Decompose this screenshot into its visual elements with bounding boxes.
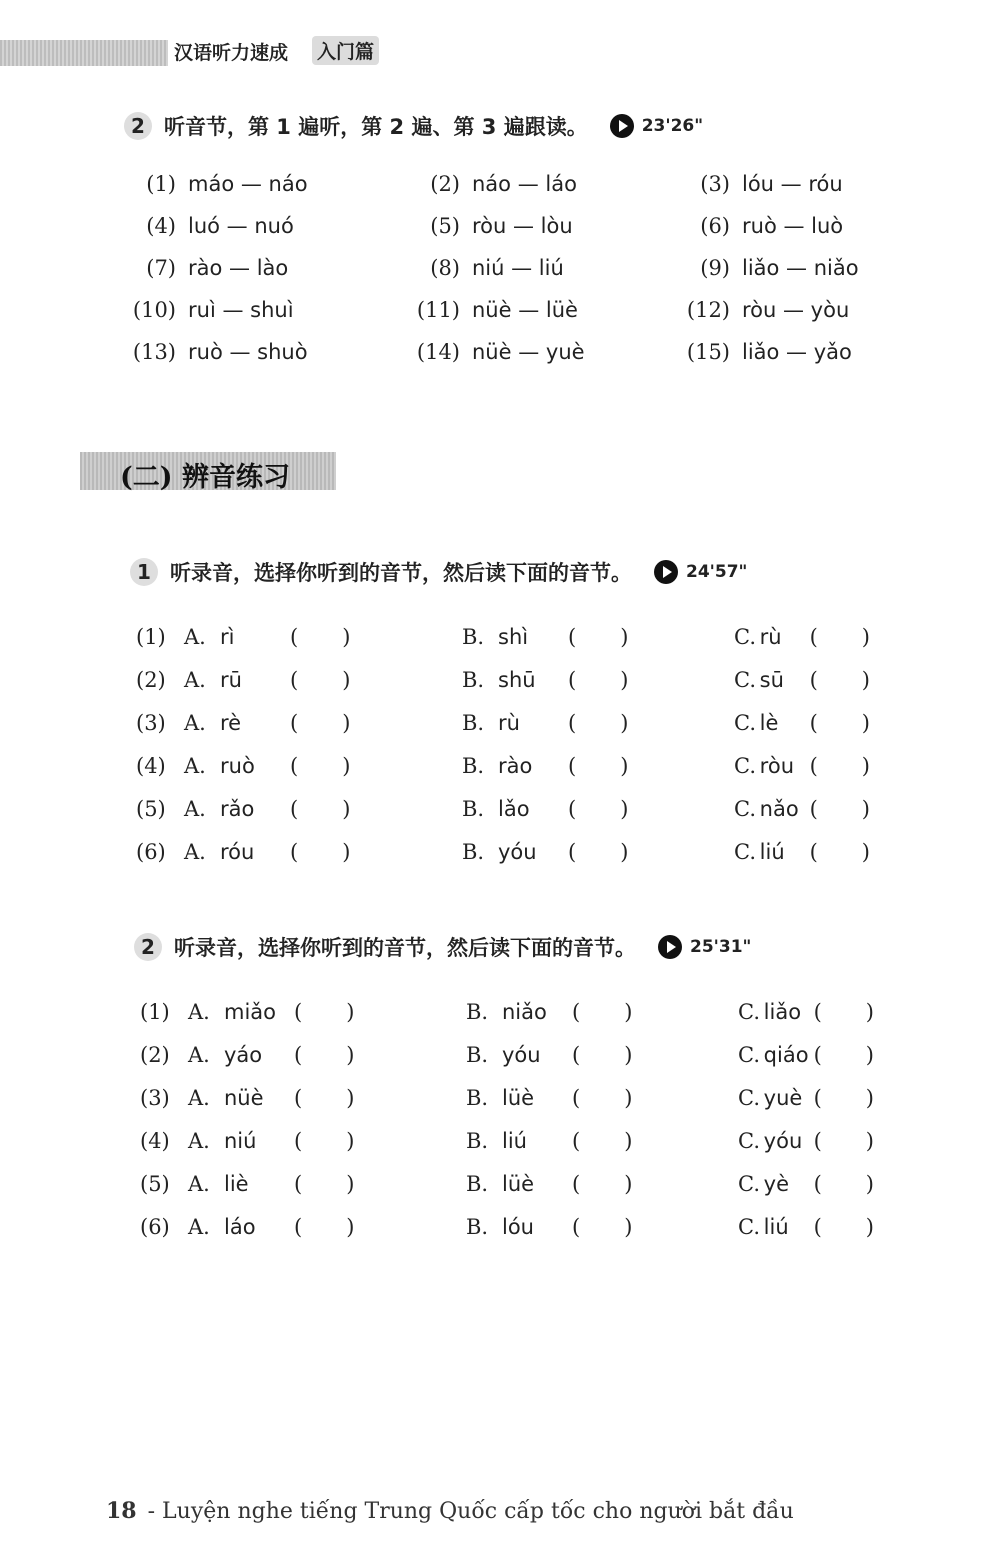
choice-option-a	[140, 1172, 466, 1201]
item-number: (10)	[132, 298, 176, 322]
item-number: (1)	[136, 625, 166, 649]
option-letter: A.	[188, 1215, 210, 1239]
syllable-pair	[118, 214, 402, 243]
option-syllable: rù	[498, 711, 520, 735]
audio-time: 23'26"	[641, 116, 704, 136]
answer-blank[interactable]: ()	[809, 625, 914, 649]
choice-option-b	[466, 1000, 738, 1029]
option-syllable: rào	[498, 754, 533, 778]
choice-option-b	[466, 1129, 738, 1158]
answer-blank[interactable]: ()	[568, 840, 673, 864]
option-syllable: sū	[759, 668, 784, 692]
choice-option-a	[136, 840, 462, 869]
option-letter: A.	[188, 1172, 210, 1196]
answer-blank[interactable]: ()	[813, 1172, 918, 1196]
option-letter: B.	[462, 668, 485, 692]
syllable-pair	[672, 214, 878, 243]
choice-option-c	[738, 1129, 918, 1158]
choice-option-b	[466, 1172, 738, 1201]
answer-blank[interactable]: ()	[294, 1129, 399, 1153]
option-letter: C.	[738, 1086, 760, 1110]
option-letter: B.	[462, 625, 485, 649]
answer-blank[interactable]: ()	[809, 668, 914, 692]
item-number: (1)	[146, 172, 176, 196]
item-number: (15)	[686, 340, 730, 364]
answer-blank[interactable]: ()	[813, 1043, 918, 1067]
syllable-pair	[402, 172, 672, 201]
option-syllable: liè	[224, 1172, 249, 1196]
choice-option-a	[136, 711, 462, 740]
option-letter: C.	[738, 1215, 760, 1239]
syllable-pair	[402, 340, 672, 369]
syllable-pair-text: ruò — luò	[742, 214, 844, 238]
choice-option-a	[136, 625, 462, 654]
choice-option-c	[738, 1000, 918, 1029]
option-syllable: yóu	[502, 1043, 541, 1067]
answer-blank[interactable]: ()	[568, 754, 673, 778]
option-syllable: shū	[498, 668, 536, 692]
item-number: (3)	[140, 1086, 170, 1110]
option-letter: A.	[184, 625, 206, 649]
answer-blank[interactable]: ()	[568, 797, 673, 821]
item-number: (8)	[430, 256, 460, 280]
answer-blank[interactable]: ()	[290, 797, 395, 821]
option-syllable: rè	[220, 711, 242, 735]
choice-option-c	[734, 754, 914, 783]
play-icon	[654, 560, 678, 584]
exercise-instruction: 听录音，选择你听到的音节，然后读下面的音节。	[174, 936, 636, 960]
exercise-number: 1	[130, 558, 158, 586]
book-title: 汉语听力速成	[174, 42, 289, 64]
syllable-pair	[672, 340, 878, 369]
option-syllable: rù	[759, 625, 782, 649]
choice-option-b	[462, 754, 734, 783]
answer-blank[interactable]: ()	[572, 1129, 677, 1153]
answer-blank[interactable]: ()	[294, 1043, 399, 1067]
option-syllable: qiáo	[763, 1043, 809, 1067]
option-letter: C.	[734, 797, 756, 821]
item-number: (5)	[430, 214, 460, 238]
answer-blank[interactable]: ()	[813, 1215, 918, 1239]
exercise-number: 2	[134, 933, 162, 961]
choice-option-a	[136, 754, 462, 783]
answer-blank[interactable]: ()	[809, 754, 914, 778]
choice-option-c	[738, 1086, 918, 1115]
syllable-pair-text: ròu — lòu	[472, 214, 573, 238]
option-syllable: yuè	[763, 1086, 803, 1110]
footer-text: - Luyện nghe tiếng Trung Quốc cấp tốc cho người bắt đầu	[147, 1499, 794, 1524]
option-syllable: lǎo	[498, 797, 530, 821]
syllable-pair-text: luó — nuó	[188, 214, 294, 238]
choice-grid-c	[140, 1000, 918, 1244]
choice-option-c	[734, 625, 914, 654]
item-number: (13)	[132, 340, 176, 364]
choice-option-b	[466, 1043, 738, 1072]
option-syllable: niú	[224, 1129, 257, 1153]
option-syllable: lüè	[502, 1172, 535, 1196]
answer-blank[interactable]: ()	[290, 840, 395, 864]
book-subtitle: 入门篇	[312, 36, 379, 65]
choice-option-b	[466, 1215, 738, 1244]
page-footer	[106, 1498, 794, 1524]
item-number: (4)	[146, 214, 176, 238]
option-syllable: rǎo	[220, 797, 255, 821]
answer-blank[interactable]: ()	[294, 1086, 399, 1110]
choice-option-b	[462, 840, 734, 869]
item-number: (3)	[700, 172, 730, 196]
option-letter: A.	[188, 1086, 210, 1110]
choice-option-c	[734, 840, 914, 869]
audio-marker	[654, 560, 747, 584]
option-letter: B.	[466, 1043, 489, 1067]
option-letter: A.	[184, 754, 206, 778]
answer-blank[interactable]: ()	[813, 1086, 918, 1110]
choice-option-c	[738, 1215, 918, 1244]
choice-option-b	[462, 668, 734, 697]
item-number: (11)	[416, 298, 460, 322]
exercise-instruction: 听音节，第 1 遍听，第 2 遍、第 3 遍跟读。	[164, 115, 588, 139]
answer-blank[interactable]: ()	[290, 668, 395, 692]
section-title: (二) 辨音练习	[120, 462, 290, 493]
option-letter: B.	[466, 1172, 489, 1196]
item-number: (2)	[136, 668, 166, 692]
option-syllable: yè	[763, 1172, 790, 1196]
item-number: (6)	[136, 840, 166, 864]
syllable-pair-text: ruì — shuì	[188, 298, 294, 322]
choice-option-c	[738, 1172, 918, 1201]
option-letter: C.	[734, 625, 756, 649]
item-number: (3)	[136, 711, 166, 735]
syllable-pair	[118, 298, 402, 327]
answer-blank[interactable]: ()	[813, 1000, 918, 1024]
section-heading	[80, 452, 336, 493]
answer-blank[interactable]: ()	[294, 1215, 399, 1239]
page-number: 18	[106, 1498, 137, 1524]
item-number: (4)	[136, 754, 166, 778]
answer-blank[interactable]: ()	[568, 625, 673, 649]
choice-option-b	[462, 625, 734, 654]
item-number: (2)	[140, 1043, 170, 1067]
syllable-pair	[402, 298, 672, 327]
option-syllable: nüè	[224, 1086, 264, 1110]
syllable-pair-text: náo — láo	[472, 172, 577, 196]
answer-blank[interactable]: ()	[809, 797, 914, 821]
answer-blank[interactable]: ()	[294, 1000, 399, 1024]
item-number: (4)	[140, 1129, 170, 1153]
option-letter: B.	[462, 754, 485, 778]
item-number: (6)	[140, 1215, 170, 1239]
answer-blank[interactable]: ()	[809, 711, 914, 735]
answer-blank[interactable]: ()	[568, 711, 673, 735]
syllable-pair-text: nüè — lüè	[472, 298, 578, 322]
syllable-pair	[672, 298, 878, 327]
item-number: (1)	[140, 1000, 170, 1024]
syllable-pair	[672, 256, 878, 285]
option-letter: C.	[738, 1000, 760, 1024]
choice-option-c	[734, 711, 914, 740]
option-syllable: róu	[220, 840, 255, 864]
play-icon	[610, 114, 634, 138]
option-letter: B.	[466, 1000, 489, 1024]
answer-blank[interactable]: ()	[290, 711, 395, 735]
item-number: (7)	[146, 256, 176, 280]
option-syllable: nǎo	[759, 797, 799, 821]
audio-time: 25'31"	[690, 937, 752, 957]
option-letter: A.	[184, 840, 206, 864]
option-letter: C.	[734, 754, 756, 778]
audio-time: 24'57"	[686, 562, 748, 582]
option-syllable: miǎo	[224, 1000, 277, 1024]
answer-blank[interactable]: ()	[572, 1000, 677, 1024]
audio-marker	[658, 935, 751, 959]
choice-option-a	[136, 668, 462, 697]
syllable-pair-text: máo — náo	[188, 172, 308, 196]
answer-blank[interactable]: ()	[813, 1129, 918, 1153]
choice-option-a	[140, 1043, 466, 1072]
syllable-pair-text: nüè — yuè	[472, 340, 585, 364]
syllable-pair-text: liǎo — yǎo	[742, 340, 852, 364]
answer-blank[interactable]: ()	[572, 1172, 677, 1196]
option-letter: A.	[184, 668, 206, 692]
item-number: (5)	[136, 797, 166, 821]
option-syllable: yóu	[498, 840, 537, 864]
option-syllable: yáo	[224, 1043, 263, 1067]
syllable-pair	[402, 214, 672, 243]
play-icon	[658, 935, 682, 959]
answer-blank[interactable]: ()	[572, 1086, 677, 1110]
option-syllable: liú	[759, 840, 785, 864]
exercise-b-heading	[130, 557, 747, 587]
choice-option-a	[140, 1000, 466, 1029]
syllable-pair	[118, 172, 402, 201]
choice-option-a	[140, 1215, 466, 1244]
exercise-instruction: 听录音，选择你听到的音节，然后读下面的音节。	[170, 561, 632, 585]
option-letter: B.	[466, 1129, 489, 1153]
answer-blank[interactable]: ()	[290, 754, 395, 778]
option-letter: C.	[738, 1043, 760, 1067]
syllable-pair-grid	[118, 172, 878, 369]
option-letter: B.	[462, 797, 485, 821]
syllable-pair-text: niú — liú	[472, 256, 564, 280]
choice-option-b	[462, 711, 734, 740]
item-number: (6)	[700, 214, 730, 238]
option-syllable: liǎo	[763, 1000, 802, 1024]
choice-grid-b	[136, 625, 914, 869]
option-letter: C.	[734, 840, 756, 864]
option-syllable: shì	[498, 625, 529, 649]
answer-blank[interactable]: ()	[572, 1043, 677, 1067]
option-letter: B.	[462, 840, 485, 864]
answer-blank[interactable]: ()	[809, 840, 914, 864]
option-letter: A.	[188, 1129, 210, 1153]
answer-blank[interactable]: ()	[568, 668, 673, 692]
option-letter: A.	[184, 797, 206, 821]
choice-option-a	[140, 1086, 466, 1115]
item-number: (2)	[430, 172, 460, 196]
answer-blank[interactable]: ()	[572, 1215, 677, 1239]
syllable-pair-text: rào — lào	[188, 256, 289, 280]
option-letter: C.	[734, 711, 756, 735]
option-syllable: lè	[759, 711, 779, 735]
choice-option-c	[738, 1043, 918, 1072]
item-number: (5)	[140, 1172, 170, 1196]
option-syllable: liú	[763, 1215, 789, 1239]
choice-option-a	[136, 797, 462, 826]
option-letter: C.	[738, 1129, 760, 1153]
syllable-pair	[118, 340, 402, 369]
syllable-pair-text: ruò — shuò	[188, 340, 308, 364]
option-letter: A.	[188, 1043, 210, 1067]
option-syllable: yóu	[763, 1129, 803, 1153]
option-syllable: niǎo	[502, 1000, 547, 1024]
answer-blank[interactable]: ()	[290, 625, 395, 649]
choice-option-c	[734, 797, 914, 826]
option-syllable: lüè	[502, 1086, 535, 1110]
exercise-number: 2	[124, 112, 152, 140]
choice-option-b	[466, 1086, 738, 1115]
choice-option-c	[734, 668, 914, 697]
item-number: (14)	[416, 340, 460, 364]
option-letter: C.	[738, 1172, 760, 1196]
option-syllable: láo	[224, 1215, 256, 1239]
syllable-pair-text: ròu — yòu	[742, 298, 850, 322]
option-syllable: ruò	[220, 754, 255, 778]
choice-option-a	[140, 1129, 466, 1158]
syllable-pair	[402, 256, 672, 285]
item-number: (9)	[700, 256, 730, 280]
option-letter: A.	[188, 1000, 210, 1024]
exercise-c-heading	[134, 932, 751, 962]
audio-marker	[610, 114, 703, 138]
header-bar	[0, 40, 168, 66]
answer-blank[interactable]: ()	[294, 1172, 399, 1196]
choice-option-b	[462, 797, 734, 826]
option-letter: B.	[466, 1215, 489, 1239]
option-letter: B.	[466, 1086, 489, 1110]
item-number: (12)	[686, 298, 730, 322]
option-letter: B.	[462, 711, 485, 735]
option-letter: C.	[734, 668, 756, 692]
syllable-pair-text: liǎo — niǎo	[742, 256, 859, 280]
syllable-pair-text: lóu — róu	[742, 172, 843, 196]
exercise-a-heading	[124, 111, 703, 141]
option-syllable: rū	[220, 668, 242, 692]
option-letter: A.	[184, 711, 206, 735]
syllable-pair	[672, 172, 878, 201]
option-syllable: lóu	[502, 1215, 534, 1239]
option-syllable: liú	[502, 1129, 527, 1153]
option-syllable: ròu	[759, 754, 795, 778]
option-syllable: rì	[220, 625, 235, 649]
syllable-pair	[118, 256, 402, 285]
